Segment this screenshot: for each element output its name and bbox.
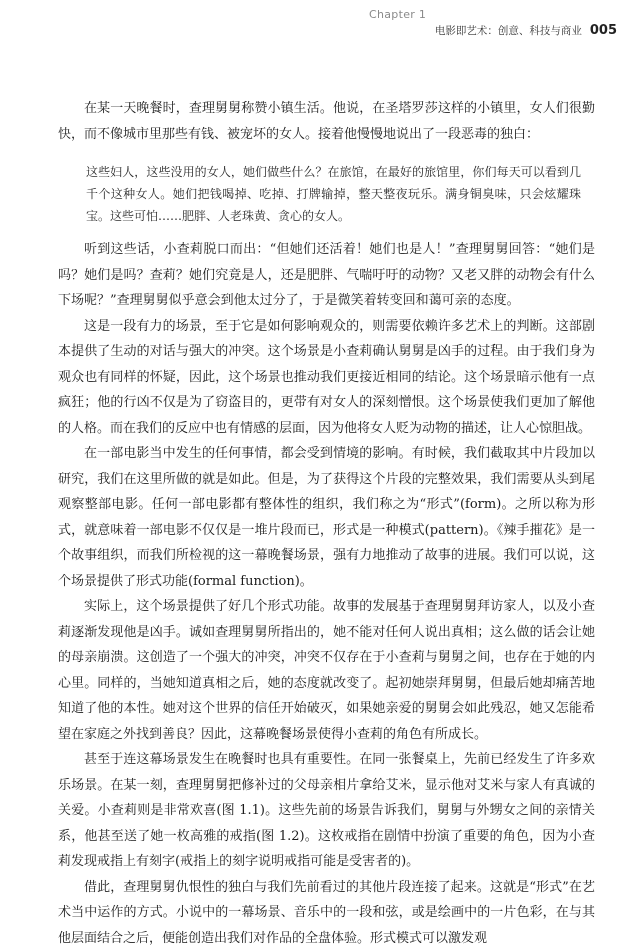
paragraph-4: 在一部电影当中发生的任何事情，都会受到情境的影响。有时候，我们截取其中片段加以研究，我们在这里所做的就是如此。但是，为了获得这个片段的完整效果，我们需要从头到尾观察整部电影。任何一部电影都有整体性的组织，我们称之为“形式”(form)。之所以称为形式，就意味着一部电影不仅仅是一堆片段而已，形式是一种模式(pattern)。《辣手摧花》是一个故事组织，而我们所检视的这一幕晚餐场景，强有力地推动了故事的进展。我们可以说，这个场景提供了形式功能(formal function)。 <box>58 441 595 594</box>
body-text <box>58 96 595 951</box>
chapter-label: Chapter 1 <box>287 8 617 21</box>
paragraph-2: 听到这些话，小查莉脱口而出：“但她们还活着！她们也是人！”查理舅舅回答：“她们是吗？她们是吗？查莉？她们究竟是人，还是肥胖、气喘吁吁的动物？又老又胖的动物会有什么下场呢？”查理舅舅似乎意会到他太过分了，于是微笑着转变回和蔼可亲的态度。 <box>58 237 595 314</box>
monologue-quote: 这些妇人，这些没用的女人，她们做些什么？在旅馆，在最好的旅馆里，你们每天可以看到几千个这种女人。她们把钱喝掉、吃掉、打牌输掉，整天整夜玩乐。满身铜臭味，只会炫耀珠宝。这些可怕……肥胖、人老珠黄、贪心的女人。 <box>58 161 595 227</box>
paragraph-3: 这是一段有力的场景，至于它是如何影响观众的，则需要依赖许多艺术上的判断。这部剧本提供了生动的对话与强大的冲突。这个场景是小查莉确认舅舅是凶手的过程。由于我们身为观众也有同样的怀疑，因此，这个场景也推动我们更接近相同的结论。这个场景暗示他有一点疯狂；他的行凶不仅是为了窃盗目的，更带有对女人的深刻憎恨。这个场景使我们更加了解他的人格。而在我们的反应中也有情感的层面，因为他将女人贬为动物的描述，让人心惊胆战。 <box>58 314 595 442</box>
paragraph-1: 在某一天晚餐时，查理舅舅称赞小镇生活。他说，在圣塔罗莎这样的小镇里，女人们很勤快，而不像城市里那些有钱、被宠坏的女人。接着他慢慢地说出了一段恶毒的独白： <box>58 96 595 147</box>
paragraph-6: 甚至于连这幕场景发生在晚餐时也具有重要性。在同一张餐桌上，先前已经发生了许多欢乐场景。在某一刻，查理舅舅把修补过的父母亲相片拿给艾米，显示他对艾米与家人有真诚的关爱。小查莉则是非常欢喜(图 1.1)。这些先前的场景告诉我们，舅舅与外甥女之间的亲情关系，他甚至送了她一枚高雅的戒指(图 1.2)。这枚戒指在剧情中扮演了重要的角色，因为小查莉发现戒指上有刻字(戒指上的刻字说明戒指可能是受害者的)。 <box>58 747 595 875</box>
book-title: 电影即艺术：创意、科技与商业 <box>435 25 582 37</box>
page-number: 005 <box>590 23 617 38</box>
paragraph-5: 实际上，这个场景提供了好几个形式功能。故事的发展基于查理舅舅拜访家人，以及小查莉逐渐发现他是凶手。诚如查理舅舅所指出的，她不能对任何人说出真相；这么做的话会让她的母亲崩溃。这创造了一个强大的冲突，冲突不仅存在于小查莉与舅舅之间，也存在于她的内心里。同样的，当她知道真相之后，她的态度就改变了。起初她崇拜舅舅，但最后她却痛苦地知道了他的本性。她对这个世界的信任开始破灭，如果她亲爱的舅舅会如此残忍，她又怎能希望在家庭之外找到善良？因此，这幕晚餐场景使得小查莉的角色有所成长。 <box>58 594 595 747</box>
running-header <box>287 23 617 38</box>
page-header <box>287 8 617 38</box>
paragraph-7: 借此，查理舅舅仇恨性的独白与我们先前看过的其他片段连接了起来。这就是“形式”在艺术当中运作的方式。小说中的一幕场景、音乐中的一段和弦，或是绘画中的一片色彩，在与其他层面结合之后，便能创造出我们对作品的全盘体验。形式模式可以激发观 <box>58 875 595 951</box>
